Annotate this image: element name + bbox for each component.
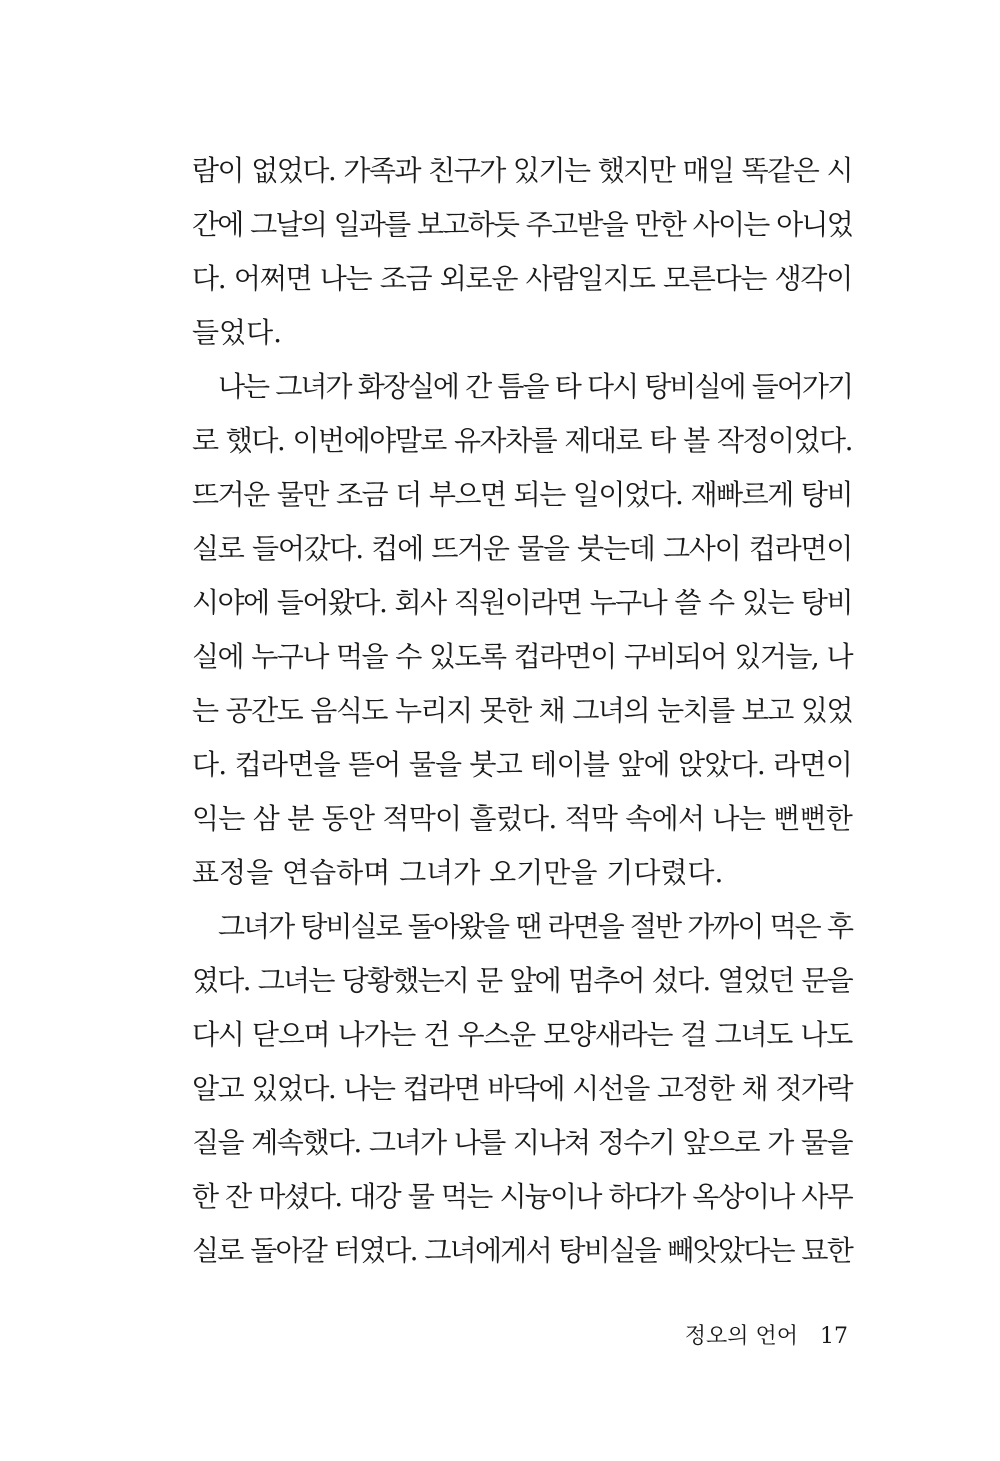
text-line: 그녀가 탕비실로 돌아왔을 땐 라면을 절반 가까이 먹은 후 — [218, 910, 852, 943]
page-number: 17 — [820, 1324, 848, 1349]
text-line: 다. 컵라면을 뜯어 물을 붓고 테이블 앞에 앉았다. 라면이 — [192, 748, 853, 781]
text-line: 였다. 그녀는 당황했는지 문 앞에 멈추어 섰다. 열었던 문을 — [192, 964, 852, 997]
text-line: 간에 그날의 일과를 보고하듯 주고받을 만한 사이는 아니었 — [192, 208, 852, 241]
page-footer — [685, 1323, 848, 1351]
body-text — [192, 144, 852, 1278]
text-line: 질을 계속했다. 그녀가 나를 지나쳐 정수기 앞으로 가 물을 — [192, 1126, 852, 1159]
text-line: 실로 돌아갈 터였다. 그녀에게서 탕비실을 빼앗았다는 묘한 — [192, 1234, 852, 1267]
text-line: 표정을 연습하며 그녀가 오기만을 기다렸다. — [192, 856, 724, 889]
text-line: 로 했다. 이번에야말로 유자차를 제대로 타 볼 작정이었다. — [192, 424, 852, 457]
text-line: 실로 들어갔다. 컵에 뜨거운 물을 붓는데 그사이 컵라면이 — [192, 532, 852, 565]
text-line: 람이 없었다. 가족과 친구가 있기는 했지만 매일 똑같은 시 — [192, 154, 852, 187]
text-line: 익는 삼 분 동안 적막이 흘렀다. 적막 속에서 나는 뻔뻔한 — [192, 802, 853, 835]
text-line: 뜨거운 물만 조금 더 부으면 되는 일이었다. 재빠르게 탕비 — [192, 478, 852, 511]
text-line: 다시 닫으며 나가는 건 우스운 모양새라는 걸 그녀도 나도 — [192, 1018, 852, 1051]
text-line: 는 공간도 음식도 누리지 못한 채 그녀의 눈치를 보고 있었 — [192, 694, 852, 727]
text-line: 시야에 들어왔다. 회사 직원이라면 누구나 쓸 수 있는 탕비 — [192, 586, 852, 619]
text-line: 실에 누구나 먹을 수 있도록 컵라면이 구비되어 있거늘, 나 — [192, 640, 852, 673]
text-line: 나는 그녀가 화장실에 간 틈을 타 다시 탕비실에 들어가기 — [218, 370, 852, 403]
text-line: 알고 있었다. 나는 컵라면 바닥에 시선을 고정한 채 젓가락 — [192, 1072, 852, 1105]
text-line: 다. 어쩌면 나는 조금 외로운 사람일지도 모른다는 생각이 — [192, 262, 852, 295]
text-line: 한 잔 마셨다. 대강 물 먹는 시늉이나 하다가 옥상이나 사무 — [192, 1180, 852, 1213]
running-title: 정오의 언어 — [684, 1324, 798, 1349]
text-line: 들었다. — [192, 316, 283, 349]
